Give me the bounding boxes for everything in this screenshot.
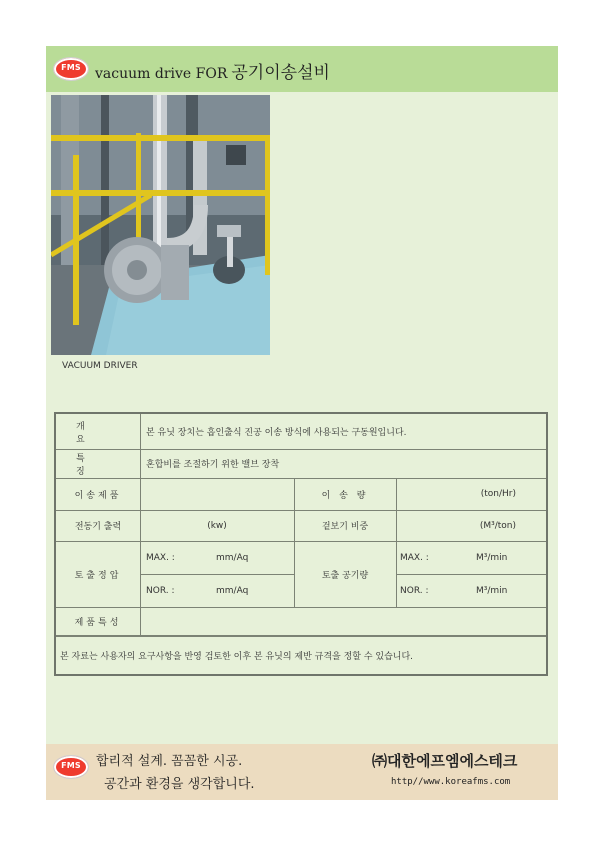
air-max-unit: M³/min — [476, 552, 508, 563]
slogan-line1: 합리적 설계. 꼼꼼한 시공. — [96, 754, 243, 769]
motor-output-unit: (kw) — [207, 520, 227, 531]
fms-logo-footer: FMS — [54, 756, 88, 778]
photo-caption: VACUUM DRIVER — [62, 361, 138, 371]
transport-amount-label: 이 송 량 — [321, 490, 369, 501]
transport-amount-unit: (ton/Hr) — [480, 489, 516, 499]
transport-product-label: 이송제품 — [74, 490, 122, 501]
title-english: vacuum drive FOR — [95, 66, 228, 82]
air-nor-unit: M³/min — [476, 585, 508, 596]
pressure-max-unit: mm/Aq — [216, 552, 249, 563]
vacuum-driver-photo — [51, 95, 270, 355]
pressure-max-label: MAX. : — [146, 552, 175, 563]
spec-note: 본 자료는 사용자의 요구사항을 반영 검토한 이후 본 유닛의 제반 규격을 정할 수 있습니다. — [60, 652, 414, 662]
pressure-nor-unit: mm/Aq — [216, 585, 249, 596]
fms-logo: FMS — [54, 58, 88, 80]
feature-text: 혼합비를 조절하기 위한 밸브 장착 — [146, 460, 280, 470]
air-nor-label: NOR. : — [400, 585, 429, 596]
bulk-density-label: 겉보기 비중 — [321, 522, 369, 532]
air-max-label: MAX. : — [400, 552, 429, 563]
spec-table — [54, 412, 548, 676]
feature-label: 특 징 — [76, 453, 105, 477]
product-feature-label: 제품특성 — [74, 617, 122, 628]
page-title — [95, 58, 330, 83]
slogan-line2: 공간과 환경을 생각합니다. — [104, 777, 255, 792]
title-korean: 공기이송설비 — [231, 63, 330, 83]
company-name: ㈜대한에프엠에스테크 — [372, 752, 518, 770]
motor-output-label: 전동기 출력 — [74, 522, 122, 532]
discharge-pressure-label: 토출정압 — [74, 570, 122, 581]
overview-label: 개 요 — [76, 421, 105, 445]
company-url[interactable]: http//www.koreafms.com — [391, 777, 511, 787]
pressure-nor-label: NOR. : — [146, 585, 175, 596]
overview-text: 본 유닛 장치는 흡인출식 진공 이송 방식에 사용되는 구동원입니다. — [146, 428, 407, 438]
discharge-air-label: 토출 공기량 — [321, 570, 369, 581]
bulk-density-unit: (M³/ton) — [479, 520, 516, 531]
